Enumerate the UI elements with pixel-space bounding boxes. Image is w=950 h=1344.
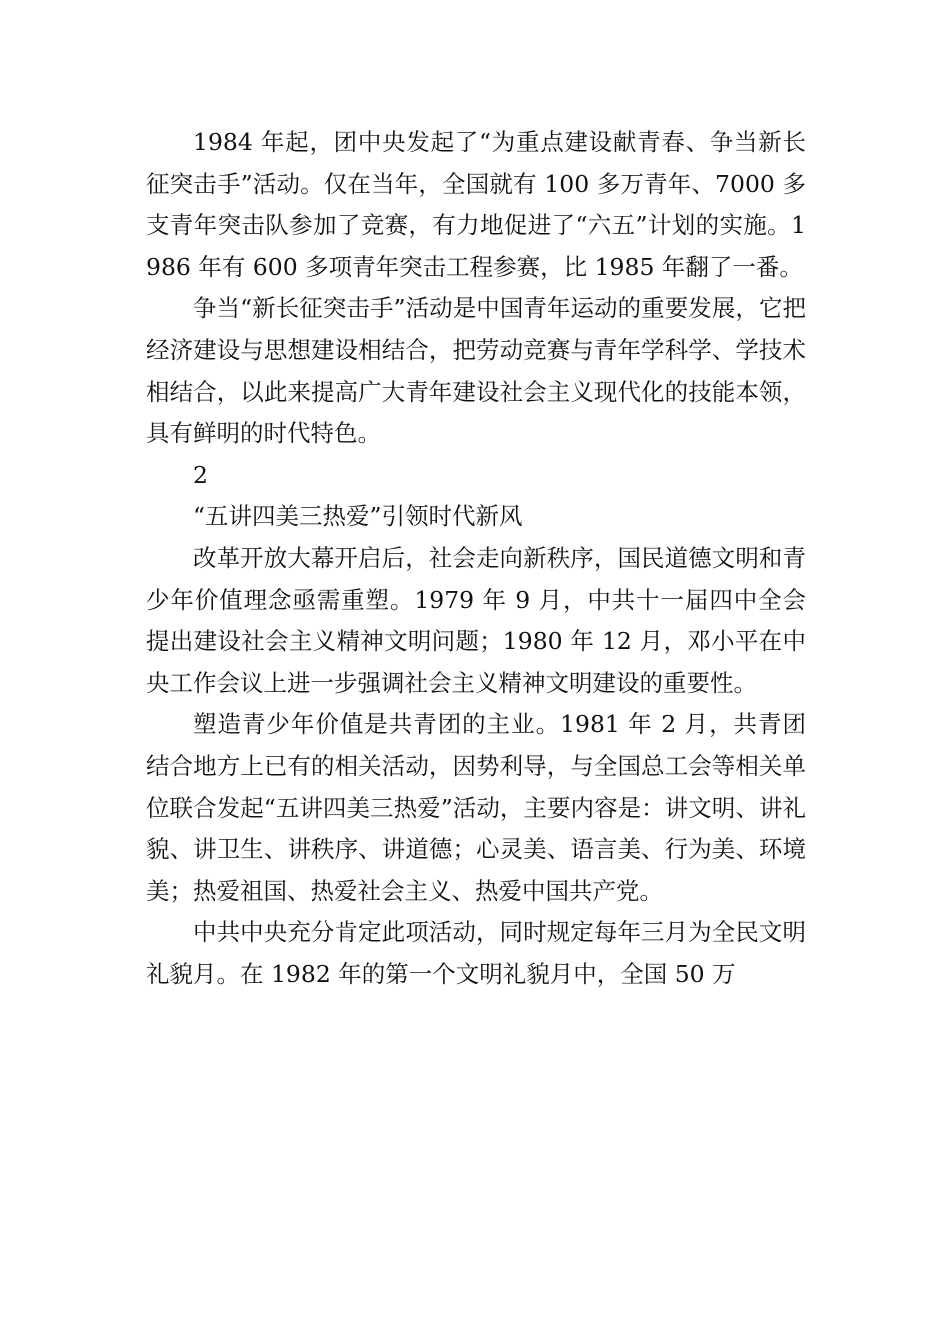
paragraph-shock-worker-significance: 争当“新长征突击手”活动是中国青年运动的重要发展，它把经济建设与思想建设相结合，把劳动竞赛与青年学科学、学技术相结合，以此来提高广大青年建设社会主义现代化的技能本领，具有鲜明的时代特色。 xyxy=(146,294,806,448)
document-page xyxy=(146,122,806,995)
paragraph-youth-values: 塑造青少年价值是共青团的主业。1981 年 2 月，共青团结合地方上已有的相关活动，因势利导，与全国总工会等相关单位联合发起“五讲四美三热爱”活动，主要内容是：讲文明、讲礼貌、讲卫生、讲秩序、讲道德；心灵美、语言美、行为美、环境美；热爱祖国、热爱社会主义、热爱中国共产党。 xyxy=(146,710,806,905)
section-number: 2 xyxy=(193,460,208,489)
paragraph-shock-worker-campaign: 1984 年起，团中央发起了“为重点建设献青春、争当新长征突击手”活动。仅在当年，全国就有 100 多万青年、7000 多支青年突击队参加了竞赛，有力地促进了“六五”计划的实施。1986 年有 600 多项青年突击工程参赛，比 1985 年翻了一番。 xyxy=(146,128,806,281)
paragraph-civility-month: 中共中央充分肯定此项活动，同时规定每年三月为全民文明礼貌月。在 1982 年的第一个文明礼貌月中，全国 50 万 xyxy=(146,918,806,988)
section-title: “五讲四美三热爱”引领时代新风 xyxy=(193,502,523,531)
paragraph-reform-opening: 改革开放大幕开启后，社会走向新秩序，国民道德文明和青少年价值理念亟需重塑。1979 年 9 月，中共十一届四中全会提出建设社会主义精神文明问题；1980 年 12 月，邓小平在中央工作会议上进一步强调社会主义精神文明建设的重要性。 xyxy=(146,543,806,697)
